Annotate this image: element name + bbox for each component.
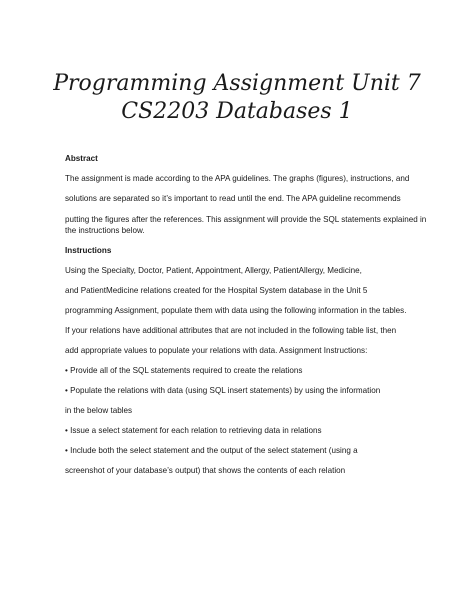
instructions-line: and PatientMedicine relations created for the Hospital System database in the Unit 5	[65, 286, 368, 295]
document-title: Programming Assignment Unit 7	[53, 71, 421, 96]
instructions-bullet: • Include both the select statement and the output of the select statement (using a	[65, 446, 358, 455]
title-block	[0, 70, 474, 126]
instructions-bullet: • Issue a select statement for each relation to retrieving data in relations	[65, 426, 322, 435]
instructions-line: If your relations have additional attributes that are not included in the following table list, then	[65, 326, 397, 335]
abstract-line: the instructions below.	[65, 226, 145, 235]
abstract-line: putting the figures after the references. This assignment will provide the SQL statements explained in	[65, 215, 427, 224]
document-subtitle: CS2203 Databases 1	[121, 99, 353, 124]
abstract-line: The assignment is made according to the APA guidelines. The graphs (figures), instructions, and	[65, 174, 410, 183]
abstract-heading: Abstract	[65, 154, 98, 163]
instructions-line: programming Assignment, populate them with data using the following information in the tables.	[65, 306, 407, 315]
instructions-line: add appropriate values to populate your relations with data. Assignment Instructions:	[65, 346, 368, 355]
instructions-bullet: • Provide all of the SQL statements required to create the relations	[65, 366, 303, 375]
instructions-line: screenshot of your database’s output) that shows the contents of each relation	[65, 466, 346, 475]
abstract-line: solutions are separated so it’s important to read until the end. The APA guideline recommends	[65, 194, 401, 203]
instructions-line: in the below tables	[65, 406, 133, 415]
instructions-line: Using the Specialty, Doctor, Patient, Appointment, Allergy, PatientAllergy, Medicine,	[65, 266, 362, 275]
instructions-heading: Instructions	[65, 246, 112, 255]
instructions-bullet: • Populate the relations with data (using SQL insert statements) by using the information	[65, 386, 381, 395]
